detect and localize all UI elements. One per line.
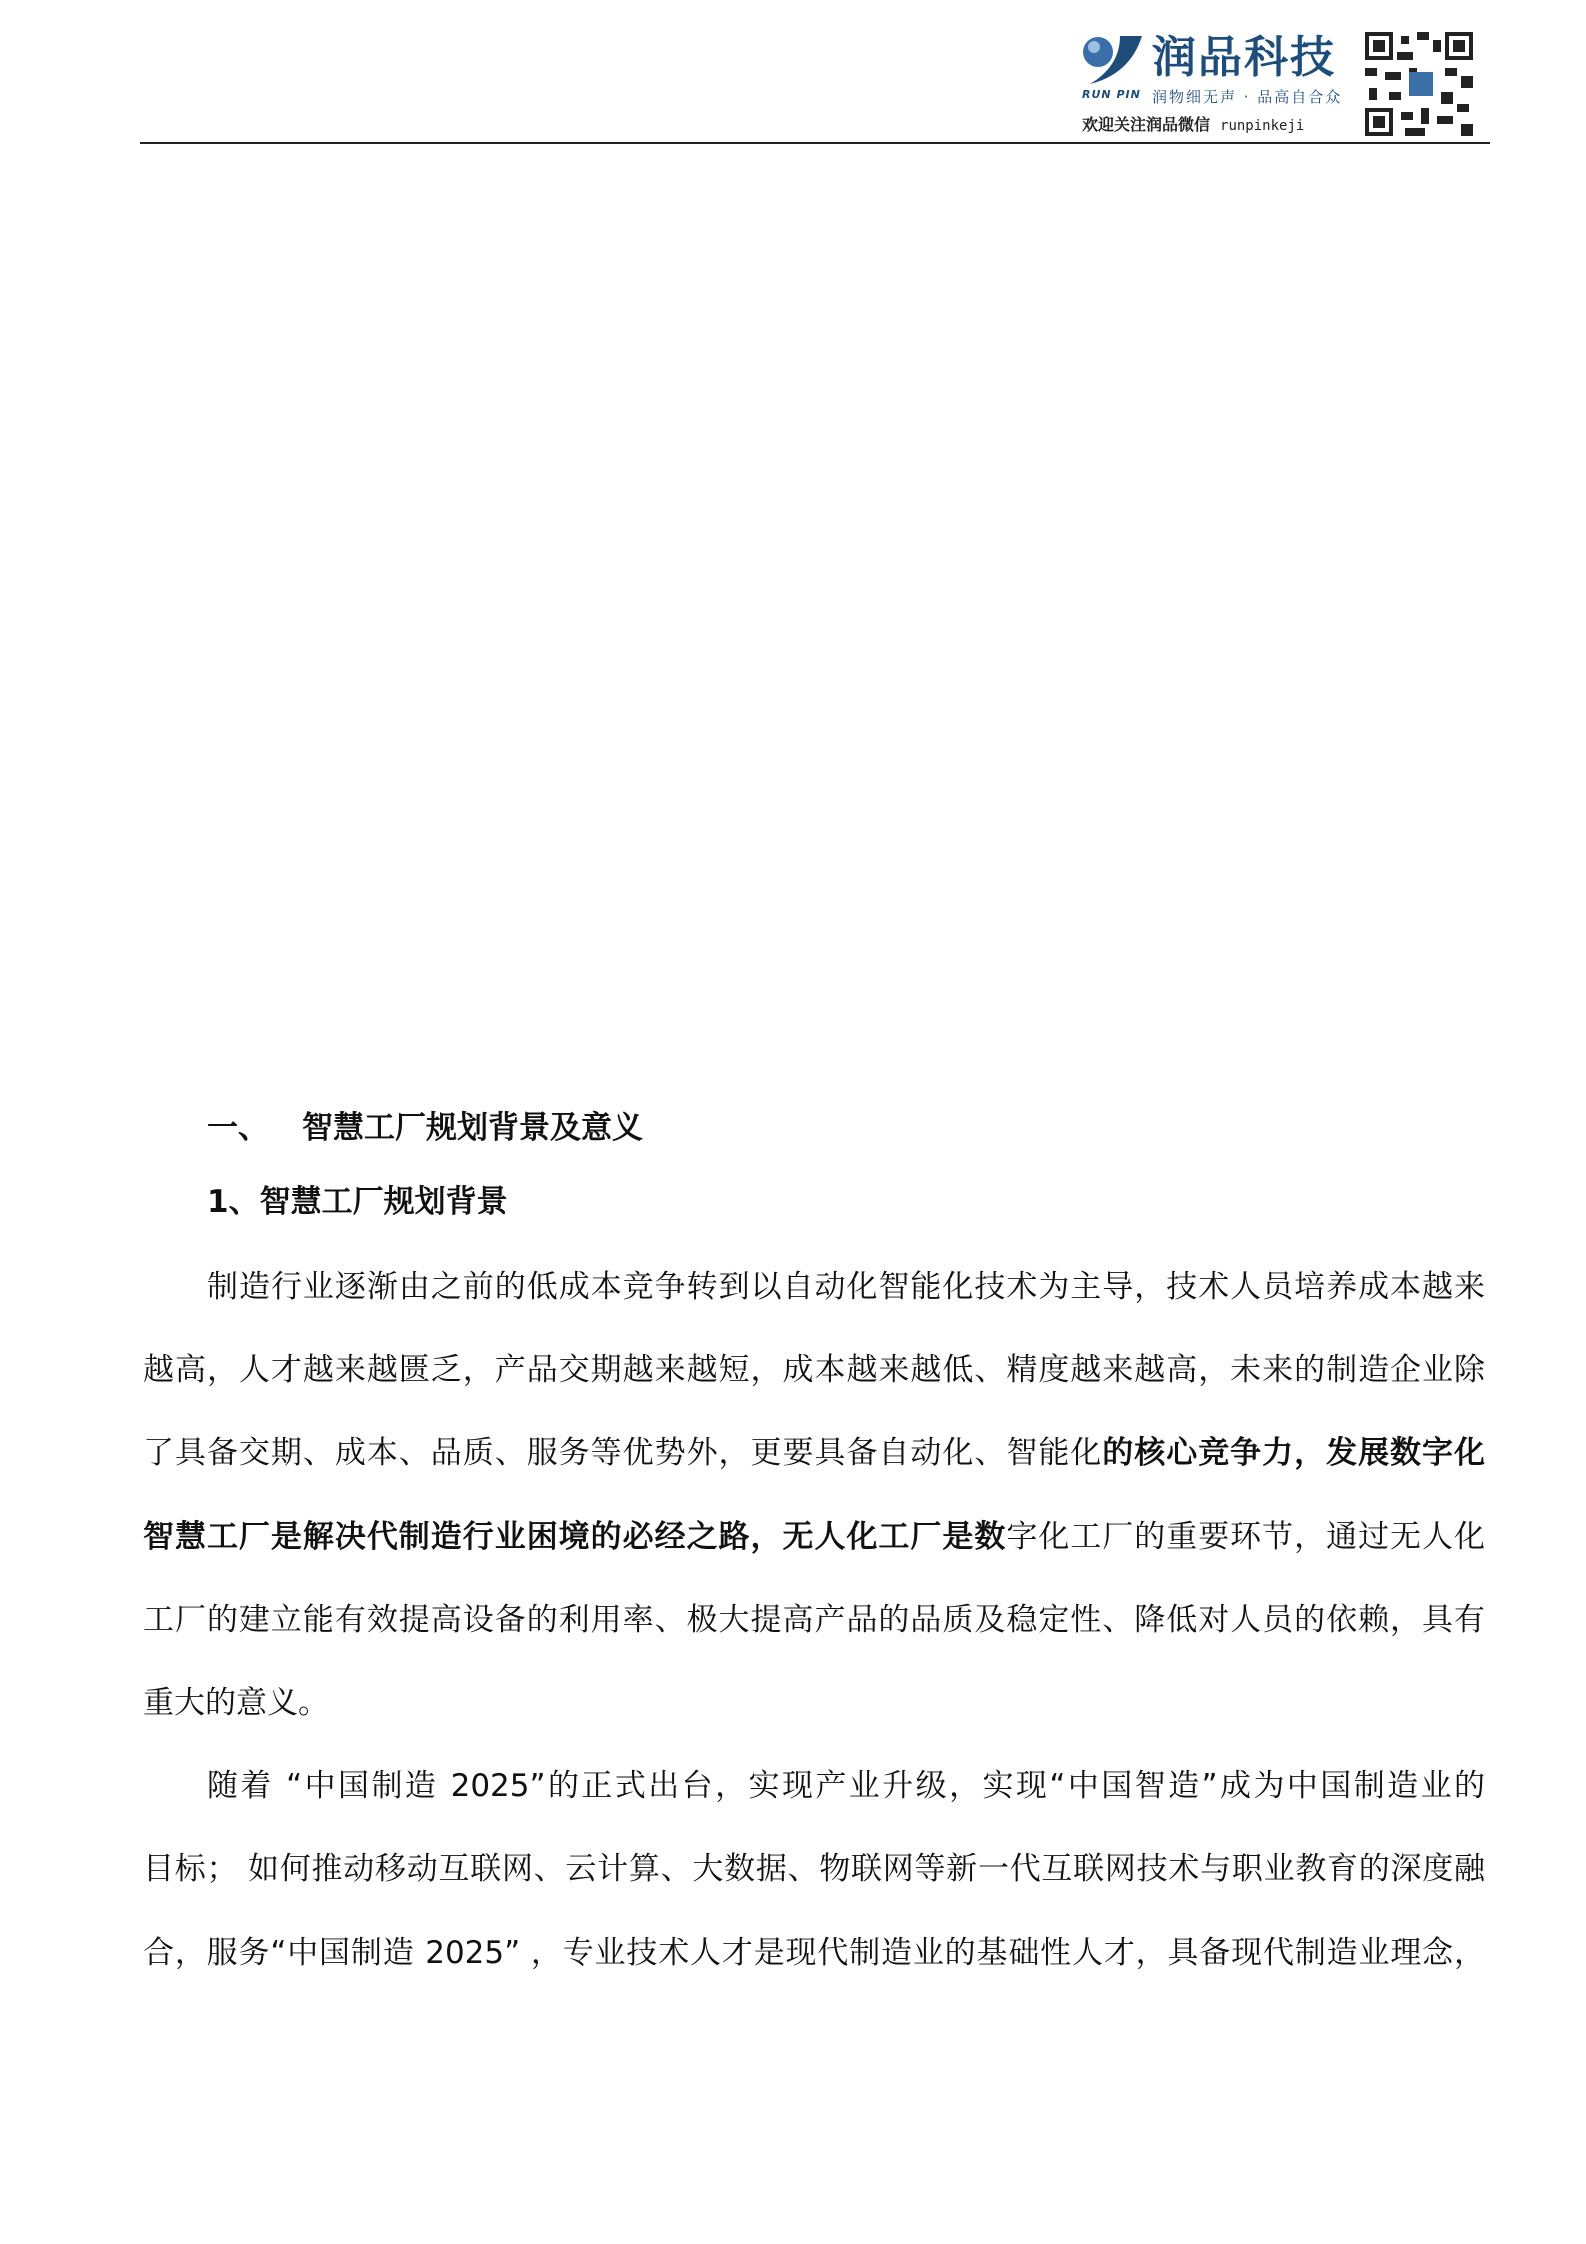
text-line [143,1348,1485,1431]
brand-name: 润品科技 [1152,32,1336,83]
text-segment: 工厂的建立能有效提高设备的利用率、极大提高产品的品质及稳定性、降低对人员的依赖，具有 [143,1601,1485,1638]
body-text [143,1265,1485,2014]
section-number: 一、 [207,1110,269,1146]
text-segment: 字化工厂的重要环节，通过无人化 [1006,1518,1486,1555]
text-segment: 目标； 如何推动移动互联网、云计算、大数据、物联网等新一代互联网技术与职业教育的深度融 [143,1851,1485,1888]
text-line [143,1431,1485,1514]
follow-wechat [1082,112,1304,135]
brand-slogan: 润物细无声 · 品高自合众 [1152,88,1343,106]
text-segment: 合，服务“中国制造 2025” ，专业技术人才是现代制造业的基础性人才，具备现代制造业理念， [143,1934,1485,1971]
text-segment: 随着 “中国制造 2025”的正式出台，实现产业升级，实现“中国智造”成为中国制造业的 [207,1768,1485,1805]
header-divider [140,142,1490,144]
section-heading [207,1106,643,1150]
qr-code-icon [1365,32,1473,136]
bold-text: 智慧工厂是解决代制造行业困境的必经之路，无人化工厂是数 [143,1518,1007,1555]
text-line [143,1681,1485,1764]
text-line [143,1515,1485,1598]
text-segment: 制造行业逐渐由之前的低成本竞争转到以自动化智能化技术为主导，技术人员培养成本越来 [207,1269,1485,1305]
text-line [143,1265,1485,1348]
page-header [1080,30,1485,138]
follow-text: 欢迎关注润品微信 [1082,115,1211,134]
text-segment: 越高，人才越来越匮乏，产品交期越来越短，成本越来越低、精度越来越高，未来的制造企业除 [143,1352,1485,1389]
company-logo-icon [1080,34,1146,86]
text-segment: 了具备交期、成本、品质、服务等优势外，更要具备自动化、智能化 [143,1435,1103,1472]
subsection-heading: 1、智慧工厂规划背景 [207,1184,508,1220]
text-line [143,1931,1485,2014]
text-line [143,1598,1485,1681]
section-title: 智慧工厂规划背景及意义 [302,1110,643,1146]
text-line [143,1764,1485,1847]
wechat-id: runpinkeji [1220,118,1305,134]
bold-text: 的核心竞争力，发展数字化 [1102,1435,1485,1472]
brand-english: RUN PIN [1082,88,1141,101]
text-line [143,1847,1485,1930]
text-segment: 重大的意义。 [143,1684,329,1721]
